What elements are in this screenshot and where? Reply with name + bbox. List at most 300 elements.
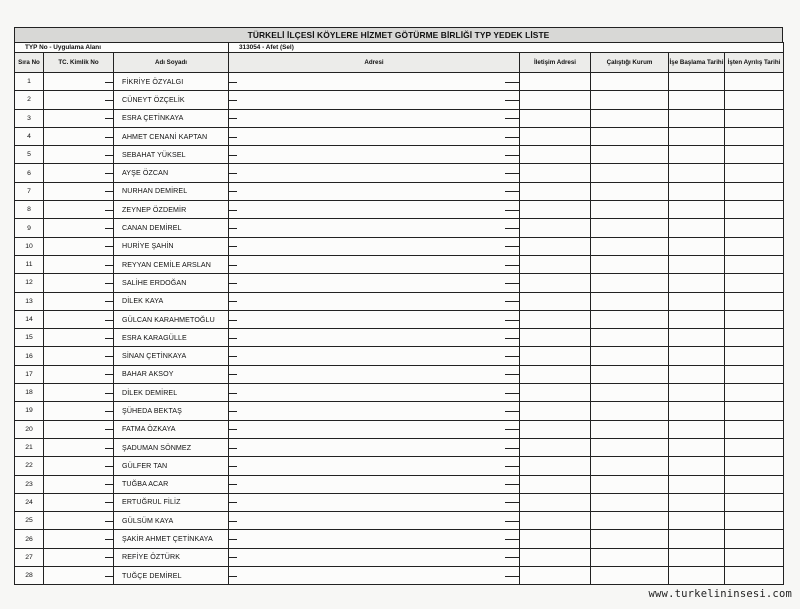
address-cell [229, 420, 520, 438]
row-number: 28 [15, 567, 44, 585]
tc-cell [44, 438, 114, 456]
rule-mark [105, 448, 113, 449]
name-cell: ZEYNEP ÖZDEMİR [114, 201, 229, 219]
rule-mark [229, 429, 238, 430]
rule-mark [505, 301, 519, 302]
rule-mark [229, 301, 238, 302]
start-date-cell [669, 365, 725, 383]
contact-cell [520, 274, 591, 292]
row-number: 5 [15, 146, 44, 164]
leave-date-cell [725, 402, 784, 420]
leave-date-cell [725, 127, 784, 145]
address-cell [229, 475, 520, 493]
address-cell [229, 201, 520, 219]
start-date-cell [669, 201, 725, 219]
institution-cell [591, 530, 669, 548]
address-cell [229, 438, 520, 456]
contact-cell [520, 457, 591, 475]
rule-mark [105, 576, 113, 577]
tc-cell [44, 292, 114, 310]
institution-cell [591, 292, 669, 310]
leave-date-cell [725, 512, 784, 530]
institution-cell [591, 237, 669, 255]
contact-cell [520, 384, 591, 402]
institution-cell [591, 109, 669, 127]
institution-cell [591, 438, 669, 456]
rule-mark [105, 173, 113, 174]
col-header-kurum: Çalıştığı Kurum [591, 53, 669, 73]
institution-cell [591, 493, 669, 511]
contact-cell [520, 310, 591, 328]
rule-mark [229, 374, 238, 375]
contact-cell [520, 219, 591, 237]
rule-mark [505, 576, 519, 577]
name-cell: TUĞÇE DEMİREL [114, 567, 229, 585]
rule-mark [229, 502, 238, 503]
institution-cell [591, 420, 669, 438]
contact-cell [520, 164, 591, 182]
institution-cell [591, 567, 669, 585]
table-row [15, 164, 784, 182]
table-row [15, 329, 784, 347]
rule-mark [229, 191, 238, 192]
rule-mark [105, 521, 113, 522]
rule-mark [505, 539, 519, 540]
table-row [15, 512, 784, 530]
rule-mark [505, 320, 519, 321]
leave-date-cell [725, 329, 784, 347]
rule-mark [105, 484, 113, 485]
address-cell [229, 182, 520, 200]
contact-cell [520, 548, 591, 566]
tc-cell [44, 182, 114, 200]
address-cell [229, 73, 520, 91]
rule-mark [105, 283, 113, 284]
row-number: 25 [15, 512, 44, 530]
start-date-cell [669, 567, 725, 585]
start-date-cell [669, 127, 725, 145]
rule-mark [505, 246, 519, 247]
address-cell [229, 274, 520, 292]
leave-date-cell [725, 493, 784, 511]
row-number: 3 [15, 109, 44, 127]
rule-mark [229, 228, 238, 229]
name-cell: ŞÜHEDA BEKTAŞ [114, 402, 229, 420]
start-date-cell [669, 109, 725, 127]
start-date-cell [669, 274, 725, 292]
institution-cell [591, 164, 669, 182]
tc-cell [44, 402, 114, 420]
rule-mark [505, 374, 519, 375]
row-number: 2 [15, 91, 44, 109]
tc-cell [44, 237, 114, 255]
name-cell: ŞADUMAN SÖNMEZ [114, 438, 229, 456]
leave-date-cell [725, 438, 784, 456]
col-header-baslama: İşe Başlama Tarihi [669, 53, 725, 73]
rule-mark [505, 155, 519, 156]
row-number: 16 [15, 347, 44, 365]
rule-mark [505, 429, 519, 430]
info-row [15, 43, 784, 53]
start-date-cell [669, 438, 725, 456]
contact-cell [520, 73, 591, 91]
name-cell: TUĞBA ACAR [114, 475, 229, 493]
col-header-tc: TC. Kimlik No [44, 53, 114, 73]
name-cell: ESRA ÇETİNKAYA [114, 109, 229, 127]
rule-mark [105, 557, 113, 558]
table-row [15, 237, 784, 255]
rule-mark [229, 448, 238, 449]
institution-cell [591, 384, 669, 402]
address-cell [229, 384, 520, 402]
rule-mark [505, 356, 519, 357]
start-date-cell [669, 402, 725, 420]
row-number: 27 [15, 548, 44, 566]
leave-date-cell [725, 347, 784, 365]
rule-mark [105, 393, 113, 394]
table-row [15, 567, 784, 585]
rule-mark [105, 429, 113, 430]
rule-mark [229, 484, 238, 485]
start-date-cell [669, 493, 725, 511]
leave-date-cell [725, 567, 784, 585]
leave-date-cell [725, 182, 784, 200]
address-cell [229, 146, 520, 164]
row-number: 13 [15, 292, 44, 310]
leave-date-cell [725, 201, 784, 219]
name-cell: NURHAN DEMİREL [114, 182, 229, 200]
tc-cell [44, 109, 114, 127]
tc-cell [44, 475, 114, 493]
institution-cell [591, 365, 669, 383]
institution-cell [591, 201, 669, 219]
contact-cell [520, 329, 591, 347]
row-number: 1 [15, 73, 44, 91]
institution-cell [591, 548, 669, 566]
name-cell: GÜLSÜM KAYA [114, 512, 229, 530]
rule-mark [105, 210, 113, 211]
table-row [15, 365, 784, 383]
leave-date-cell [725, 384, 784, 402]
institution-cell [591, 146, 669, 164]
row-number: 4 [15, 127, 44, 145]
contact-cell [520, 109, 591, 127]
leave-date-cell [725, 255, 784, 273]
rule-mark [229, 210, 238, 211]
address-cell [229, 512, 520, 530]
leave-date-cell [725, 164, 784, 182]
contact-cell [520, 91, 591, 109]
start-date-cell [669, 91, 725, 109]
start-date-cell [669, 530, 725, 548]
leave-date-cell [725, 109, 784, 127]
tc-cell [44, 365, 114, 383]
address-cell [229, 457, 520, 475]
rule-mark [505, 283, 519, 284]
row-number: 18 [15, 384, 44, 402]
contact-cell [520, 237, 591, 255]
rule-mark [505, 393, 519, 394]
leave-date-cell [725, 457, 784, 475]
document-sheet [14, 27, 783, 585]
institution-cell [591, 310, 669, 328]
row-number: 7 [15, 182, 44, 200]
name-cell: REFİYE ÖZTÜRK [114, 548, 229, 566]
tc-cell [44, 347, 114, 365]
name-cell: DİLEK DEMİREL [114, 384, 229, 402]
row-number: 12 [15, 274, 44, 292]
tc-cell [44, 146, 114, 164]
rule-mark [505, 118, 519, 119]
col-header-ayrilis: İşten Ayrılış Tarihi [725, 53, 784, 73]
table-row [15, 438, 784, 456]
rule-mark [229, 338, 238, 339]
institution-cell [591, 347, 669, 365]
institution-cell [591, 274, 669, 292]
address-cell [229, 109, 520, 127]
institution-cell [591, 73, 669, 91]
rule-mark [505, 173, 519, 174]
tc-cell [44, 493, 114, 511]
address-cell [229, 255, 520, 273]
rule-mark [505, 466, 519, 467]
rule-mark [105, 502, 113, 503]
leave-date-cell [725, 548, 784, 566]
tc-cell [44, 201, 114, 219]
table-row [15, 146, 784, 164]
rule-mark [105, 246, 113, 247]
leave-date-cell [725, 237, 784, 255]
contact-cell [520, 201, 591, 219]
institution-cell [591, 329, 669, 347]
leave-date-cell [725, 365, 784, 383]
table-row [15, 384, 784, 402]
address-cell [229, 567, 520, 585]
name-cell: SİNAN ÇETİNKAYA [114, 347, 229, 365]
row-number: 17 [15, 365, 44, 383]
start-date-cell [669, 420, 725, 438]
table-body [15, 73, 784, 585]
leave-date-cell [725, 475, 784, 493]
table-row [15, 91, 784, 109]
contact-cell [520, 475, 591, 493]
rule-mark [229, 411, 238, 412]
document-title: TÜRKELİ İLÇESİ KÖYLERE HİZMET GÖTÜRME BİRLİĞİ TYP YEDEK LİSTE [14, 27, 783, 42]
rule-mark [229, 265, 238, 266]
rule-mark [229, 557, 238, 558]
tc-cell [44, 329, 114, 347]
rule-mark [105, 118, 113, 119]
start-date-cell [669, 237, 725, 255]
rule-mark [105, 100, 113, 101]
row-number: 15 [15, 329, 44, 347]
name-cell: GÜLCAN KARAHMETOĞLU [114, 310, 229, 328]
rule-mark [505, 484, 519, 485]
col-header-iletisim: İletişim Adresi [520, 53, 591, 73]
address-cell [229, 530, 520, 548]
contact-cell [520, 182, 591, 200]
leave-date-cell [725, 310, 784, 328]
tc-cell [44, 274, 114, 292]
rule-mark [229, 466, 238, 467]
name-cell: AYŞE ÖZCAN [114, 164, 229, 182]
address-cell [229, 347, 520, 365]
start-date-cell [669, 219, 725, 237]
rule-mark [105, 320, 113, 321]
contact-cell [520, 347, 591, 365]
contact-cell [520, 493, 591, 511]
row-number: 9 [15, 219, 44, 237]
table-row [15, 219, 784, 237]
address-cell [229, 493, 520, 511]
contact-cell [520, 402, 591, 420]
leave-date-cell [725, 146, 784, 164]
name-cell: AHMET CENANİ KAPTAN [114, 127, 229, 145]
rule-mark [229, 155, 238, 156]
table-row [15, 310, 784, 328]
name-cell: CANAN DEMİREL [114, 219, 229, 237]
rule-mark [229, 246, 238, 247]
name-cell: FATMA ÖZKAYA [114, 420, 229, 438]
rule-mark [105, 228, 113, 229]
name-cell: ERTUĞRUL FİLİZ [114, 493, 229, 511]
name-cell: SEBAHAT YÜKSEL [114, 146, 229, 164]
rule-mark [505, 82, 519, 83]
tc-cell [44, 457, 114, 475]
address-cell [229, 365, 520, 383]
start-date-cell [669, 384, 725, 402]
rule-mark [105, 539, 113, 540]
row-number: 11 [15, 255, 44, 273]
rule-mark [105, 137, 113, 138]
table-row [15, 201, 784, 219]
rule-mark [505, 210, 519, 211]
institution-cell [591, 127, 669, 145]
start-date-cell [669, 475, 725, 493]
table-row [15, 127, 784, 145]
table-row [15, 182, 784, 200]
tc-cell [44, 219, 114, 237]
rule-mark [229, 82, 238, 83]
rule-mark [229, 100, 238, 101]
leave-date-cell [725, 420, 784, 438]
typ-no-value: 313054 - Afet (Sel) [229, 43, 784, 53]
rule-mark [505, 137, 519, 138]
table-row [15, 109, 784, 127]
rule-mark [505, 265, 519, 266]
tc-cell [44, 548, 114, 566]
row-number: 22 [15, 457, 44, 475]
name-cell: ESRA KARAGÜLLE [114, 329, 229, 347]
start-date-cell [669, 255, 725, 273]
tc-cell [44, 73, 114, 91]
name-cell: SALİHE ERDOĞAN [114, 274, 229, 292]
row-number: 8 [15, 201, 44, 219]
address-cell [229, 292, 520, 310]
table-row [15, 73, 784, 91]
contact-cell [520, 438, 591, 456]
contact-cell [520, 255, 591, 273]
rule-mark [105, 265, 113, 266]
rule-mark [229, 320, 238, 321]
tc-cell [44, 512, 114, 530]
table-row [15, 402, 784, 420]
address-cell [229, 127, 520, 145]
address-cell [229, 237, 520, 255]
leave-date-cell [725, 292, 784, 310]
rule-mark [505, 521, 519, 522]
col-header-adres: Adresi [229, 53, 520, 73]
table-row [15, 420, 784, 438]
table-row [15, 530, 784, 548]
name-cell: REYYAN CEMİLE ARSLAN [114, 255, 229, 273]
institution-cell [591, 457, 669, 475]
rule-mark [105, 155, 113, 156]
rule-mark [229, 521, 238, 522]
header-row [15, 53, 784, 73]
table-row [15, 274, 784, 292]
typ-no-label: TYP No - Uygulama Alanı [15, 43, 229, 53]
start-date-cell [669, 329, 725, 347]
rule-mark [105, 82, 113, 83]
institution-cell [591, 402, 669, 420]
rule-mark [505, 100, 519, 101]
row-number: 21 [15, 438, 44, 456]
tc-cell [44, 567, 114, 585]
contact-cell [520, 512, 591, 530]
address-cell [229, 219, 520, 237]
rule-mark [105, 411, 113, 412]
row-number: 6 [15, 164, 44, 182]
contact-cell [520, 567, 591, 585]
rule-mark [505, 448, 519, 449]
leave-date-cell [725, 530, 784, 548]
rule-mark [505, 228, 519, 229]
rule-mark [505, 502, 519, 503]
rule-mark [105, 356, 113, 357]
institution-cell [591, 512, 669, 530]
table-row [15, 255, 784, 273]
start-date-cell [669, 457, 725, 475]
row-number: 20 [15, 420, 44, 438]
leave-date-cell [725, 73, 784, 91]
table-row [15, 493, 784, 511]
start-date-cell [669, 164, 725, 182]
row-number: 10 [15, 237, 44, 255]
tc-cell [44, 91, 114, 109]
contact-cell [520, 420, 591, 438]
name-cell: CÜNEYT ÖZÇELİK [114, 91, 229, 109]
table-row [15, 457, 784, 475]
table-row [15, 475, 784, 493]
rule-mark [105, 191, 113, 192]
rule-mark [229, 118, 238, 119]
rule-mark [229, 393, 238, 394]
tc-cell [44, 420, 114, 438]
leave-date-cell [725, 219, 784, 237]
rule-mark [105, 338, 113, 339]
row-number: 19 [15, 402, 44, 420]
name-cell: BAHAR AKSOY [114, 365, 229, 383]
start-date-cell [669, 548, 725, 566]
name-cell: HURİYE ŞAHİN [114, 237, 229, 255]
address-cell [229, 91, 520, 109]
rule-mark [229, 576, 238, 577]
rule-mark [505, 191, 519, 192]
institution-cell [591, 91, 669, 109]
rule-mark [229, 539, 238, 540]
tc-cell [44, 530, 114, 548]
